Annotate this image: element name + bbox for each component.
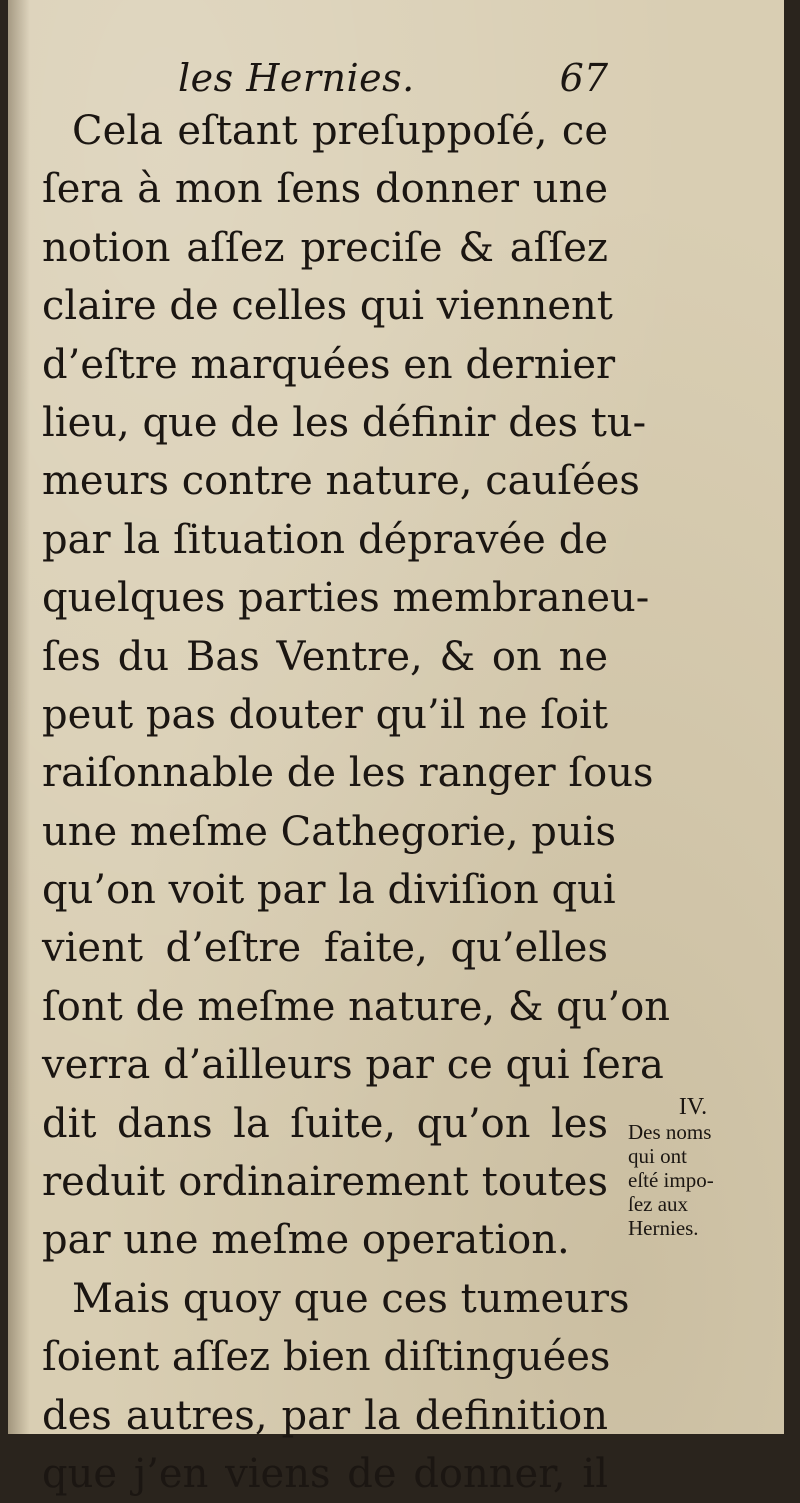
gutter-shadow [8,0,30,1434]
text-line: meurs contre nature, cauſées [42,458,640,505]
margin-note-line: Hernies. [628,1216,699,1240]
text-line: dit dans la ſuite, qu’on les [42,1100,608,1147]
text-line: raiſonnable de les ranger ſous [42,750,654,797]
text-line: d’eſtre marquées en dernier [42,341,616,388]
text-line: claire de celles qui viennent [42,283,613,330]
text-line: quelques parties membraneu- [42,575,650,622]
book-page [8,0,784,1497]
text-line: ſont de meſme nature, & qu’on [42,983,671,1030]
text-line: une meſme Cathegorie, puis [42,808,616,855]
margin-note-line: Des noms [628,1120,712,1144]
text-line: que j’en viens de donner, il [42,1450,608,1497]
text-line: verra d’ailleurs par ce qui ſera [42,1042,664,1089]
text-line: Mais quoy que ces tumeurs [72,1275,630,1322]
page-number: 67 [559,56,608,100]
text-line: par une meſme operation. [42,1217,570,1264]
text-line: vient d’eſtre faite, qu’elles [42,925,608,972]
text-line: par la ſituation dépravée de [42,516,608,563]
text-line: reduit ordinairement toutes [42,1159,608,1206]
margin-note-number: IV. [678,1094,708,1120]
text-line: des autres, par la definition [42,1392,608,1439]
margin-note-line: qui ont [628,1144,687,1168]
text-line: notion aſſez preciſe & aſſez [42,224,608,271]
text-line: ſera à mon ſens donner une [42,166,608,213]
page-header [178,56,608,106]
margin-note-line: eſté impo- [628,1168,714,1192]
running-head: les Hernies. [178,56,415,100]
text-line: lieu, que de les définir des tu- [42,399,647,446]
text-line: peut pas douter qu’il ne ſoit [42,691,608,738]
text-line: ſoient aſſez bien diſtinguées [42,1334,611,1381]
text-line: ſes du Bas Ventre, & on ne [42,633,608,680]
margin-note [628,1094,748,1240]
margin-note-line: ſez aux [628,1192,689,1216]
text-line: Cela eſtant preſuppoſé, ce [72,108,608,154]
text-line: qu’on voit par la diviſion qui [42,867,616,914]
